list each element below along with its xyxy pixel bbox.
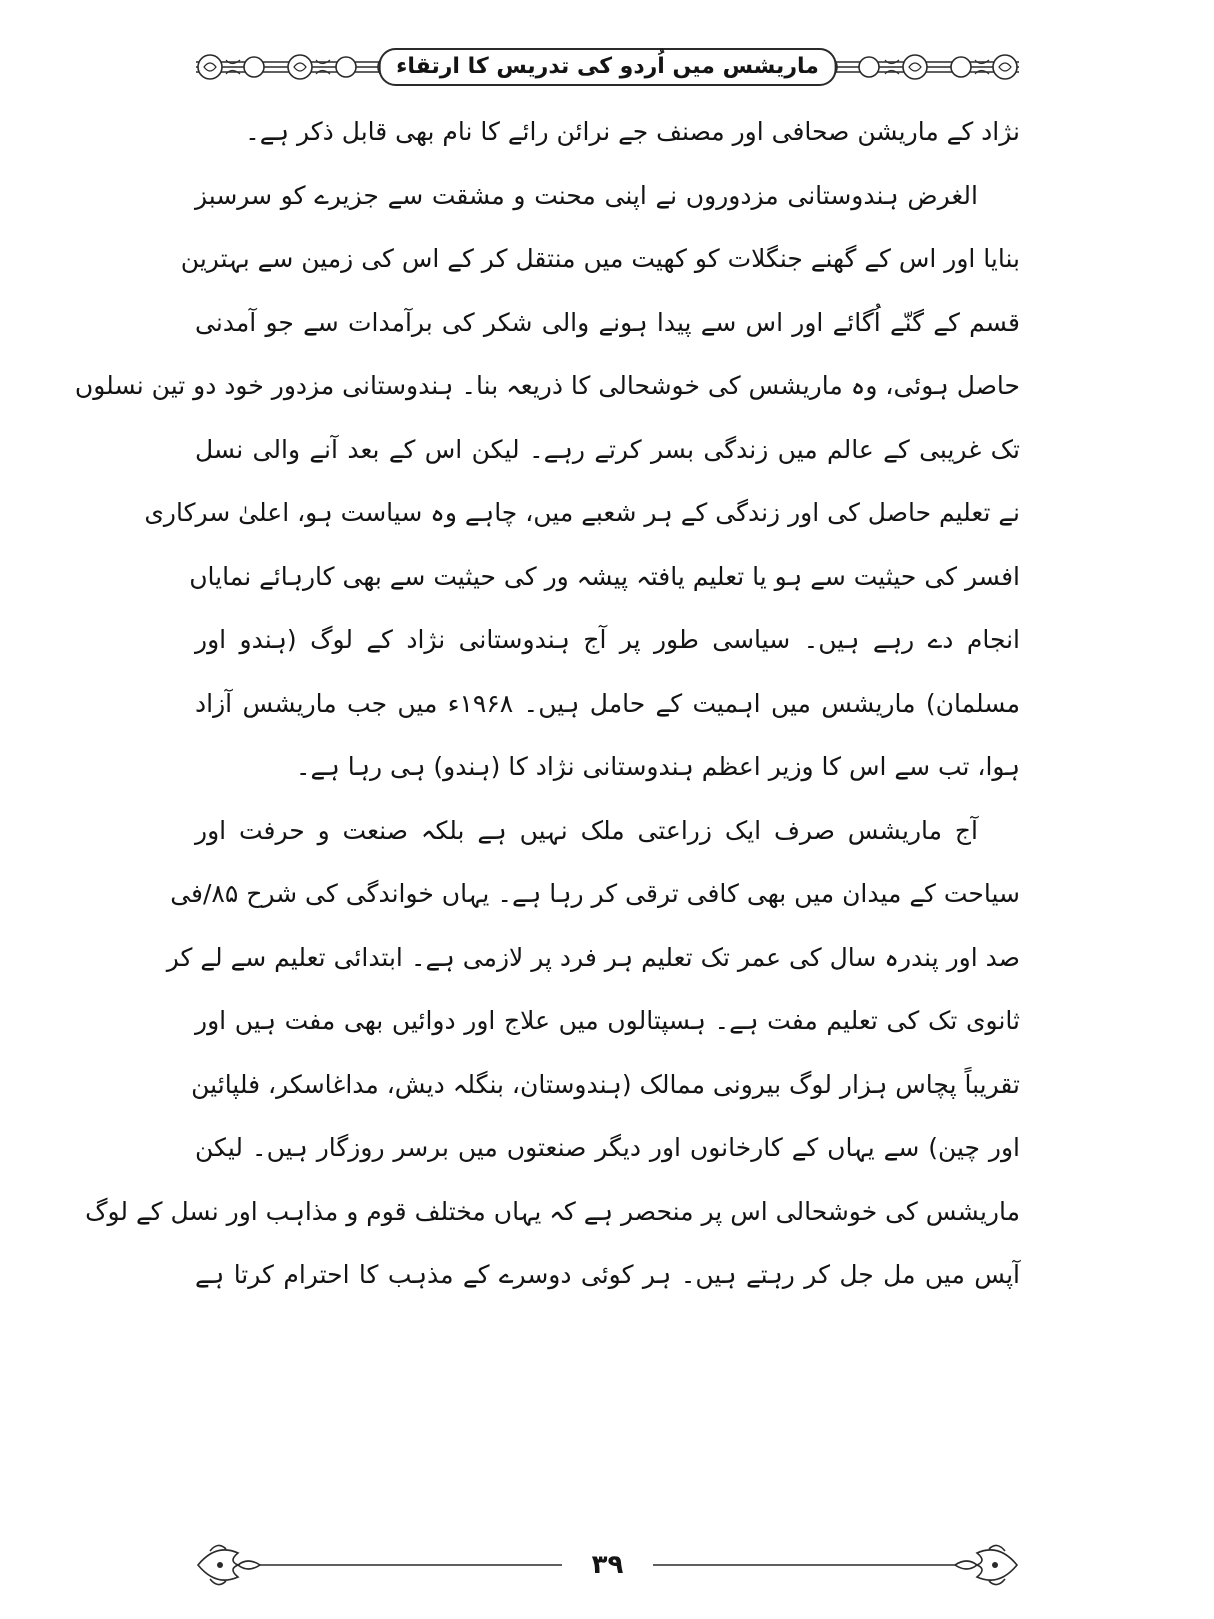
text-line-12: آج ماریشس صرف ایک زراعتی ملک نہیں ہے بلکہ صنعت و حرفت اور xyxy=(195,815,978,845)
text-line-11: ہوا، تب سے اس کا وزیر اعظم ہندوستانی نژاد کا (ہندو) ہی رہا ہے۔ xyxy=(295,752,1020,781)
text-line-6: تک غریبی کے عالم میں زندگی بسر کرتے رہے۔ لیکن اس کے بعد آنے والی نسل xyxy=(195,434,1020,464)
text-line-15: ثانوی تک کی تعلیم مفت ہے۔ ہسپتالوں میں علاج اور دوائیں بھی مفت ہیں اور xyxy=(195,1006,1020,1035)
page-body xyxy=(74,100,1021,1307)
text-line-3: بنایا اور اس کے گھنے جنگلات کو کھیت میں منتقل کر کے اس کی زمین سے بہترین xyxy=(180,244,1020,273)
text-line-5: حاصل ہوئی، وہ ماریشس کی خوشحالی کا ذریعہ بنا۔ ہندوستانی مزدور خود دو تین نسلوں xyxy=(74,371,1020,400)
page-number: ۳۹ xyxy=(578,1545,638,1585)
text-line-14: صد اور پندرہ سال کی عمر تک تعلیم ہر فرد پر لازمی ہے۔ ابتدائی تعلیم سے لے کر xyxy=(166,942,1020,972)
text-line-18: ماریشس کی خوشحالی اس پر منحصر ہے کہ یہاں مختلف قوم و مذاہب اور نسل کے لوگ xyxy=(85,1196,1020,1226)
text-line-4: قسم کے گنّے اُگائے اور اس سے پیدا ہونے والی شکر کی برآمدات سے جو آمدنی xyxy=(195,307,1020,337)
running-title: ماریشس میں اُردو کی تدریس کا ارتقاء xyxy=(378,48,837,86)
page-footer xyxy=(190,1535,1025,1595)
text-line-9: انجام دے رہے ہیں۔ سیاسی طور پر آج ہندوستانی نژاد کے لوگ (ہندو اور xyxy=(195,625,1020,654)
text-line-19: آپس میں مل جل کر رہتے ہیں۔ ہر کوئی دوسرے کے مذہب کا احترام کرتا ہے xyxy=(195,1260,1020,1289)
text-line-17: اور چین) سے یہاں کے کارخانوں اور دیگر صنعتوں میں برسر روزگار ہیں۔ لیکن xyxy=(195,1133,1020,1162)
text-line-16: تقریباً پچاس ہزار لوگ بیرونی ممالک (ہندوستان، بنگلہ دیش، مداغاسکر، فلپائین xyxy=(191,1069,1020,1099)
running-header xyxy=(190,40,1025,94)
text-line-8: افسر کی حیثیت سے ہو یا تعلیم یافتہ پیشہ ور کی حیثیت سے بھی کارہائے نمایاں xyxy=(189,561,1020,591)
text-line-7: نے تعلیم حاصل کی اور زندگی کے ہر شعبے میں، چاہے وہ سیاست ہو، اعلیٰ سرکاری xyxy=(144,498,1020,527)
text-line-2: الغرض ہندوستانی مزدوروں نے اپنی محنت و مشقت سے جزیرے کو سرسبز xyxy=(195,180,978,210)
text-line-13: سیاحت کے میدان میں بھی کافی ترقی کر رہا ہے۔ یہاں خواندگی کی شرح ۸۵/فی xyxy=(170,879,1020,908)
text-line-10: مسلمان) ماریشس میں اہمیت کے حامل ہیں۔ ۱۹۶۸ء میں جب ماریشس آزاد xyxy=(195,688,1021,718)
text-line-1: نژاد کے ماریشن صحافی اور مصنف جے نرائن رائے کا نام بھی قابل ذکر ہے۔ xyxy=(245,117,1020,146)
